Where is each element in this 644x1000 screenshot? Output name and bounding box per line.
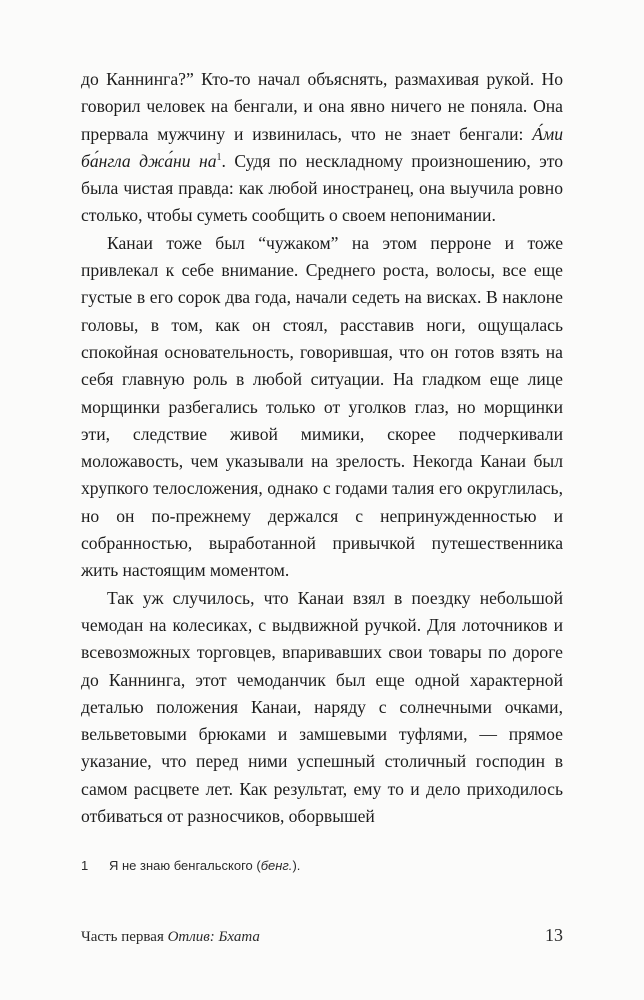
paragraph-1-text-continued: . Судя по нескладному произношению, это была чистая правда: как любой иностранец, она выучила ровно столько, чтобы суметь сообщить о своем непонимании. (81, 150, 563, 226)
paragraph-3: Так уж случилось, что Канаи взял в поездку небольшой чемодан на колесиках, с выдвижной ручкой. Для лоточников и всевозможных торговцев, впаривавших свои товары по дороге до Каннинга, этот чемоданчик был еще одной характерной деталью положения Канаи, наряду с солнечными очками, вельветовыми брюками и замшевыми туфлями, — прямое указание, что перед ними успешный столичный господин в самом расцвете лет. Как результат, ему то и дело приходилось отбиваться от разносчиков, оборвышей (81, 587, 563, 827)
footer-part: Часть первая (81, 929, 164, 945)
page-body (81, 66, 563, 830)
footer-section-title (81, 929, 260, 946)
paragraph-1-text: до Каннинга?” Кто-то начал объяснять, размахивая рукой. Но говорил человек на бенгали, и она явно ничего не поняла. Она прервала мужчину и извинилась, что не знает бенгали: (81, 69, 563, 144)
footnote-reference: 1 (216, 152, 222, 164)
footnote-number: 1 (81, 858, 89, 873)
footnote-text: Я не знаю бенгальского ( (109, 858, 261, 873)
footer-section: Отлив: Бхата (167, 929, 260, 945)
footnote-italic: бенг. (260, 858, 293, 873)
page-number: 13 (545, 925, 563, 945)
footnote-text-end: ). (292, 858, 301, 873)
running-footer (81, 925, 563, 946)
paragraph-1-bengali-phrase: А́ми ба́нгла джа́ни на (81, 123, 563, 171)
footnote (81, 857, 563, 875)
paragraph-2: Канаи тоже был “чужаком” на этом перроне и тоже привлекал к себе внимание. Среднего роста, волосы, все еще густые в его сорок два года, начали седеть на висках. В наклоне головы, в том, как он стоял, расставив ноги, ощущалась спокойная основательность, говорившая, что он готов взять на себя главную роль в любой ситуации. На гладком еще лице морщинки разбегались только от уголков глаз, но морщинки эти, следствие живой мимики, скорее подчеркивали моложавость, чем указывали на зрелость. Некогда Канаи был хрупкого телосложения, однако с годами талия его округлилась, но он по-прежнему держался с непринужденностью и собранностью, выработанной привычкой путешественника жить настоящим моментом. (81, 232, 563, 581)
paragraph-1 (81, 66, 563, 230)
